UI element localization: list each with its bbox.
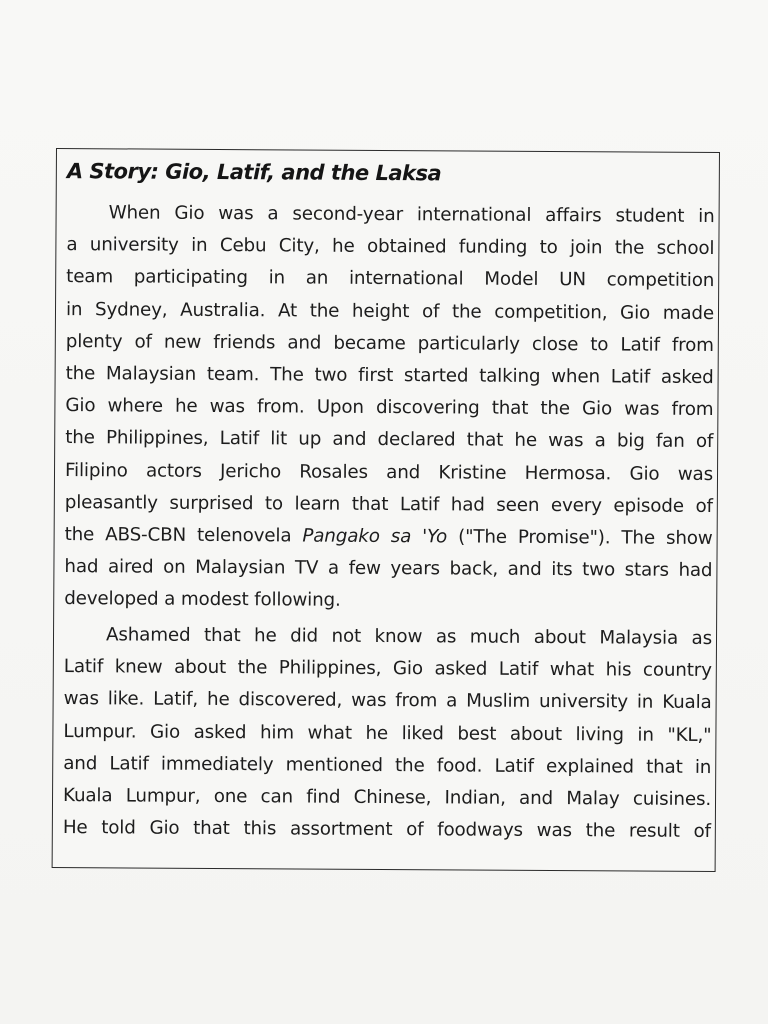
text-line: Latif knew about the Philippines, Gio asked Latif what his country [63,656,712,682]
text-line: Gio where he was from. Upon discovering that the Gio was from [65,395,714,421]
text-line: the Philippines, Latif lit up and declared that he was a big fan of [65,427,714,453]
text-line: was like. Latif, he discovered, was from a Muslim university in Kuala [63,688,712,714]
text-line: the Malaysian team. The two first started talking when Latif asked [65,363,714,389]
text-line: pleasantly surprised to learn that Latif had seen every episode of [64,491,713,517]
paragraph-2 [63,619,712,848]
text-line: and Latif immediately mentioned the food. Latif explained that in [63,752,712,778]
telenovela-title: Pangako sa 'Yo [302,525,448,548]
text-line: Filipino actors Jericho Rosales and Kristine Hermosa. Gio was [64,459,714,485]
text-line: He told Gio that this assortment of foodways was the result of [62,817,711,843]
text-line: developed a modest following. [64,588,341,612]
text-line: Ashamed that he did not know as much about Malaysia as [105,624,713,650]
text-line: Lumpur. Gio asked him what he liked best about living in "KL," [63,720,712,746]
text-line: team participating in an international Model UN competition [66,266,715,292]
text-line: Kuala Lumpur, one can find Chinese, Indian, and Malay cuisines. [62,785,712,811]
story-box [52,148,720,872]
text-line-with-italic-title [65,519,713,555]
story-title: A Story: Gio, Latif, and the Laksa [66,159,442,186]
text-line: a university in Cebu City, he obtained funding to join the school [66,234,715,260]
text-segment: the ABS-CBN telenovela [64,524,303,547]
paragraph-1 [64,197,715,620]
text-line: in Sydney, Australia. At the height of the competition, Gio made [65,298,715,324]
text-line: had aired on Malaysian TV a few years back, and its two stars had [64,556,713,582]
text-segment: ("The Promise"). The show [447,526,713,550]
text-line: plenty of new friends and became particularly close to Latif from [65,330,714,356]
text-line: When Gio was a second-year international affairs student in [108,202,715,228]
